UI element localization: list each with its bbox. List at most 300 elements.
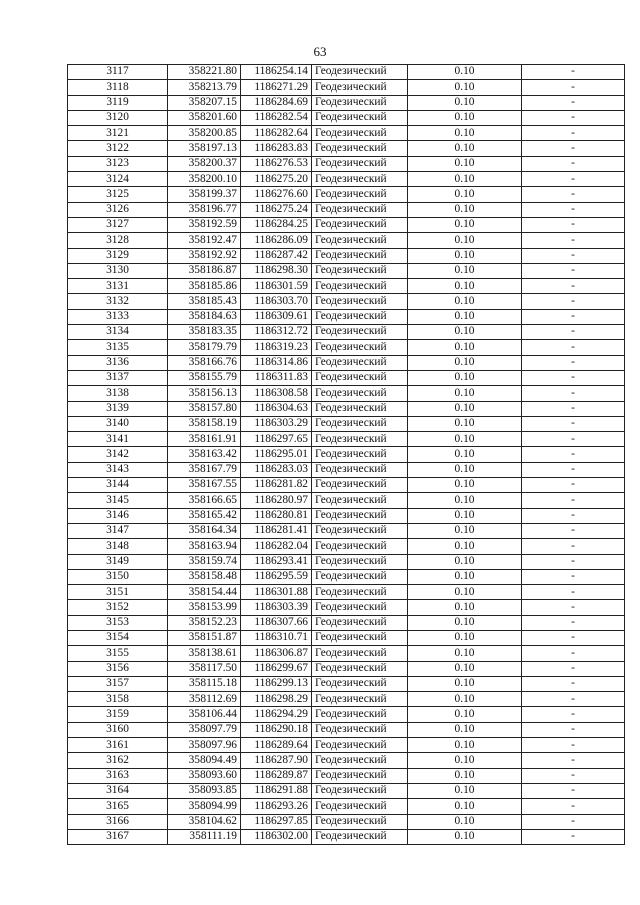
method-cell: Геодезический	[312, 386, 408, 401]
accuracy-cell: 0.10	[408, 263, 522, 278]
note-cell: -	[522, 95, 625, 110]
point-number-cell: 3136	[68, 355, 168, 370]
table-row	[68, 110, 625, 125]
method-cell: Геодезический	[312, 814, 408, 829]
method-cell: Геодезический	[312, 738, 408, 753]
table-row	[68, 707, 625, 722]
accuracy-cell: 0.10	[408, 692, 522, 707]
y-coordinate-cell: 1186304.63	[241, 401, 312, 416]
accuracy-cell: 0.10	[408, 447, 522, 462]
note-cell: -	[522, 126, 625, 141]
y-coordinate-cell: 1186275.24	[241, 202, 312, 217]
accuracy-cell: 0.10	[408, 401, 522, 416]
table-row	[68, 722, 625, 737]
y-coordinate-cell: 1186283.03	[241, 462, 312, 477]
note-cell: -	[522, 279, 625, 294]
point-number-cell: 3122	[68, 141, 168, 156]
y-coordinate-cell: 1186314.86	[241, 355, 312, 370]
x-coordinate-cell: 358158.19	[168, 416, 241, 431]
accuracy-cell: 0.10	[408, 156, 522, 171]
note-cell: -	[522, 508, 625, 523]
note-cell: -	[522, 661, 625, 676]
accuracy-cell: 0.10	[408, 370, 522, 385]
y-coordinate-cell: 1186284.25	[241, 217, 312, 232]
note-cell: -	[522, 416, 625, 431]
y-coordinate-cell: 1186307.66	[241, 615, 312, 630]
accuracy-cell: 0.10	[408, 187, 522, 202]
accuracy-cell: 0.10	[408, 172, 522, 187]
accuracy-cell: 0.10	[408, 600, 522, 615]
accuracy-cell: 0.10	[408, 340, 522, 355]
x-coordinate-cell: 358207.15	[168, 95, 241, 110]
note-cell: -	[522, 814, 625, 829]
point-number-cell: 3135	[68, 340, 168, 355]
y-coordinate-cell: 1186298.29	[241, 692, 312, 707]
note-cell: -	[522, 523, 625, 538]
accuracy-cell: 0.10	[408, 65, 522, 80]
point-number-cell: 3166	[68, 814, 168, 829]
table-row	[68, 661, 625, 676]
table-row	[68, 829, 625, 844]
x-coordinate-cell: 358196.77	[168, 202, 241, 217]
table-row	[68, 478, 625, 493]
method-cell: Геодезический	[312, 370, 408, 385]
point-number-cell: 3129	[68, 248, 168, 263]
x-coordinate-cell: 358183.35	[168, 325, 241, 340]
note-cell: -	[522, 569, 625, 584]
method-cell: Геодезический	[312, 355, 408, 370]
accuracy-cell: 0.10	[408, 768, 522, 783]
point-number-cell: 3147	[68, 523, 168, 538]
x-coordinate-cell: 358156.13	[168, 386, 241, 401]
y-coordinate-cell: 1186287.90	[241, 753, 312, 768]
point-number-cell: 3130	[68, 263, 168, 278]
note-cell: -	[522, 600, 625, 615]
method-cell: Геодезический	[312, 478, 408, 493]
x-coordinate-cell: 358166.76	[168, 355, 241, 370]
y-coordinate-cell: 1186299.13	[241, 676, 312, 691]
x-coordinate-cell: 358200.85	[168, 126, 241, 141]
note-cell: -	[522, 80, 625, 95]
x-coordinate-cell: 358158.48	[168, 569, 241, 584]
method-cell: Геодезический	[312, 768, 408, 783]
note-cell: -	[522, 615, 625, 630]
note-cell: -	[522, 325, 625, 340]
note-cell: -	[522, 110, 625, 125]
y-coordinate-cell: 1186276.60	[241, 187, 312, 202]
method-cell: Геодезический	[312, 172, 408, 187]
accuracy-cell: 0.10	[408, 523, 522, 538]
method-cell: Геодезический	[312, 799, 408, 814]
x-coordinate-cell: 358192.59	[168, 217, 241, 232]
table-row	[68, 447, 625, 462]
x-coordinate-cell: 358184.63	[168, 309, 241, 324]
y-coordinate-cell: 1186309.61	[241, 309, 312, 324]
point-number-cell: 3155	[68, 646, 168, 661]
table-row	[68, 799, 625, 814]
accuracy-cell: 0.10	[408, 539, 522, 554]
point-number-cell: 3150	[68, 569, 168, 584]
table-row	[68, 462, 625, 477]
x-coordinate-cell: 358106.44	[168, 707, 241, 722]
x-coordinate-cell: 358201.60	[168, 110, 241, 125]
y-coordinate-cell: 1186306.87	[241, 646, 312, 661]
point-number-cell: 3119	[68, 95, 168, 110]
method-cell: Геодезический	[312, 569, 408, 584]
table-row	[68, 600, 625, 615]
note-cell: -	[522, 202, 625, 217]
x-coordinate-cell: 358138.61	[168, 646, 241, 661]
note-cell: -	[522, 217, 625, 232]
note-cell: -	[522, 783, 625, 798]
point-number-cell: 3151	[68, 585, 168, 600]
x-coordinate-cell: 358192.47	[168, 233, 241, 248]
table-row	[68, 401, 625, 416]
x-coordinate-cell: 358186.87	[168, 263, 241, 278]
method-cell: Геодезический	[312, 65, 408, 80]
note-cell: -	[522, 355, 625, 370]
y-coordinate-cell: 1186281.41	[241, 523, 312, 538]
method-cell: Геодезический	[312, 340, 408, 355]
point-number-cell: 3138	[68, 386, 168, 401]
accuracy-cell: 0.10	[408, 738, 522, 753]
x-coordinate-cell: 358097.79	[168, 722, 241, 737]
method-cell: Геодезический	[312, 263, 408, 278]
note-cell: -	[522, 156, 625, 171]
point-number-cell: 3148	[68, 539, 168, 554]
note-cell: -	[522, 309, 625, 324]
y-coordinate-cell: 1186303.70	[241, 294, 312, 309]
y-coordinate-cell: 1186303.39	[241, 600, 312, 615]
accuracy-cell: 0.10	[408, 722, 522, 737]
accuracy-cell: 0.10	[408, 783, 522, 798]
table-row	[68, 539, 625, 554]
accuracy-cell: 0.10	[408, 309, 522, 324]
table-row	[68, 738, 625, 753]
y-coordinate-cell: 1186297.65	[241, 432, 312, 447]
point-number-cell: 3118	[68, 80, 168, 95]
coordinates-table	[67, 64, 625, 845]
y-coordinate-cell: 1186297.85	[241, 814, 312, 829]
table-row	[68, 386, 625, 401]
x-coordinate-cell: 358164.34	[168, 523, 241, 538]
method-cell: Геодезический	[312, 646, 408, 661]
note-cell: -	[522, 233, 625, 248]
x-coordinate-cell: 358199.37	[168, 187, 241, 202]
y-coordinate-cell: 1186295.01	[241, 447, 312, 462]
y-coordinate-cell: 1186271.29	[241, 80, 312, 95]
method-cell: Геодезический	[312, 493, 408, 508]
method-cell: Геодезический	[312, 156, 408, 171]
point-number-cell: 3133	[68, 309, 168, 324]
method-cell: Геодезический	[312, 661, 408, 676]
point-number-cell: 3152	[68, 600, 168, 615]
accuracy-cell: 0.10	[408, 676, 522, 691]
x-coordinate-cell: 358157.80	[168, 401, 241, 416]
method-cell: Геодезический	[312, 279, 408, 294]
method-cell: Геодезический	[312, 554, 408, 569]
note-cell: -	[522, 187, 625, 202]
point-number-cell: 3162	[68, 753, 168, 768]
method-cell: Геодезический	[312, 294, 408, 309]
y-coordinate-cell: 1186282.64	[241, 126, 312, 141]
method-cell: Геодезический	[312, 233, 408, 248]
method-cell: Геодезический	[312, 630, 408, 645]
accuracy-cell: 0.10	[408, 585, 522, 600]
accuracy-cell: 0.10	[408, 569, 522, 584]
y-coordinate-cell: 1186286.09	[241, 233, 312, 248]
note-cell: -	[522, 294, 625, 309]
y-coordinate-cell: 1186291.88	[241, 783, 312, 798]
note-cell: -	[522, 248, 625, 263]
table-row	[68, 217, 625, 232]
table-row	[68, 340, 625, 355]
x-coordinate-cell: 358154.44	[168, 585, 241, 600]
y-coordinate-cell: 1186281.82	[241, 478, 312, 493]
y-coordinate-cell: 1186283.83	[241, 141, 312, 156]
accuracy-cell: 0.10	[408, 279, 522, 294]
x-coordinate-cell: 358155.79	[168, 370, 241, 385]
table-row	[68, 676, 625, 691]
table-row	[68, 630, 625, 645]
table-row	[68, 172, 625, 187]
x-coordinate-cell: 358179.79	[168, 340, 241, 355]
y-coordinate-cell: 1186293.41	[241, 554, 312, 569]
point-number-cell: 3164	[68, 783, 168, 798]
accuracy-cell: 0.10	[408, 493, 522, 508]
method-cell: Геодезический	[312, 692, 408, 707]
table-row	[68, 646, 625, 661]
y-coordinate-cell: 1186319.23	[241, 340, 312, 355]
table-row	[68, 202, 625, 217]
accuracy-cell: 0.10	[408, 233, 522, 248]
table-row	[68, 768, 625, 783]
table-row	[68, 370, 625, 385]
note-cell: -	[522, 738, 625, 753]
method-cell: Геодезический	[312, 217, 408, 232]
point-number-cell: 3117	[68, 65, 168, 80]
point-number-cell: 3154	[68, 630, 168, 645]
table-row	[68, 753, 625, 768]
y-coordinate-cell: 1186295.59	[241, 569, 312, 584]
y-coordinate-cell: 1186299.67	[241, 661, 312, 676]
point-number-cell: 3124	[68, 172, 168, 187]
note-cell: -	[522, 141, 625, 156]
accuracy-cell: 0.10	[408, 508, 522, 523]
point-number-cell: 3120	[68, 110, 168, 125]
x-coordinate-cell: 358163.94	[168, 539, 241, 554]
x-coordinate-cell: 358094.49	[168, 753, 241, 768]
point-number-cell: 3121	[68, 126, 168, 141]
accuracy-cell: 0.10	[408, 355, 522, 370]
table-row	[68, 187, 625, 202]
accuracy-cell: 0.10	[408, 325, 522, 340]
table-row	[68, 554, 625, 569]
method-cell: Геодезический	[312, 325, 408, 340]
point-number-cell: 3123	[68, 156, 168, 171]
point-number-cell: 3159	[68, 707, 168, 722]
y-coordinate-cell: 1186301.59	[241, 279, 312, 294]
x-coordinate-cell: 358104.62	[168, 814, 241, 829]
note-cell: -	[522, 65, 625, 80]
x-coordinate-cell: 358117.50	[168, 661, 241, 676]
x-coordinate-cell: 358185.43	[168, 294, 241, 309]
point-number-cell: 3156	[68, 661, 168, 676]
table-row	[68, 783, 625, 798]
method-cell: Геодезический	[312, 110, 408, 125]
accuracy-cell: 0.10	[408, 799, 522, 814]
note-cell: -	[522, 829, 625, 844]
accuracy-cell: 0.10	[408, 630, 522, 645]
x-coordinate-cell: 358167.79	[168, 462, 241, 477]
point-number-cell: 3144	[68, 478, 168, 493]
note-cell: -	[522, 478, 625, 493]
x-coordinate-cell: 358153.99	[168, 600, 241, 615]
y-coordinate-cell: 1186282.04	[241, 539, 312, 554]
page-number: 63	[313, 44, 327, 59]
x-coordinate-cell: 358093.60	[168, 768, 241, 783]
x-coordinate-cell: 358159.74	[168, 554, 241, 569]
y-coordinate-cell: 1186310.71	[241, 630, 312, 645]
method-cell: Геодезический	[312, 585, 408, 600]
note-cell: -	[522, 263, 625, 278]
table-row	[68, 585, 625, 600]
table-row	[68, 355, 625, 370]
point-number-cell: 3139	[68, 401, 168, 416]
x-coordinate-cell: 358163.42	[168, 447, 241, 462]
table-row	[68, 615, 625, 630]
accuracy-cell: 0.10	[408, 141, 522, 156]
y-coordinate-cell: 1186289.64	[241, 738, 312, 753]
accuracy-cell: 0.10	[408, 110, 522, 125]
y-coordinate-cell: 1186282.54	[241, 110, 312, 125]
point-number-cell: 3125	[68, 187, 168, 202]
y-coordinate-cell: 1186254.14	[241, 65, 312, 80]
x-coordinate-cell: 358221.80	[168, 65, 241, 80]
method-cell: Геодезический	[312, 248, 408, 263]
y-coordinate-cell: 1186290.18	[241, 722, 312, 737]
note-cell: -	[522, 646, 625, 661]
y-coordinate-cell: 1186311.83	[241, 370, 312, 385]
method-cell: Геодезический	[312, 722, 408, 737]
method-cell: Геодезический	[312, 416, 408, 431]
method-cell: Геодезический	[312, 600, 408, 615]
table-row	[68, 80, 625, 95]
method-cell: Геодезический	[312, 80, 408, 95]
point-number-cell: 3158	[68, 692, 168, 707]
method-cell: Геодезический	[312, 707, 408, 722]
point-number-cell: 3146	[68, 508, 168, 523]
method-cell: Геодезический	[312, 187, 408, 202]
point-number-cell: 3140	[68, 416, 168, 431]
table-row	[68, 233, 625, 248]
x-coordinate-cell: 358185.86	[168, 279, 241, 294]
y-coordinate-cell: 1186294.29	[241, 707, 312, 722]
point-number-cell: 3153	[68, 615, 168, 630]
point-number-cell: 3128	[68, 233, 168, 248]
x-coordinate-cell: 358165.42	[168, 508, 241, 523]
table-row	[68, 126, 625, 141]
x-coordinate-cell: 358192.92	[168, 248, 241, 263]
table-row	[68, 263, 625, 278]
table-row	[68, 814, 625, 829]
accuracy-cell: 0.10	[408, 126, 522, 141]
method-cell: Геодезический	[312, 141, 408, 156]
table-row	[68, 156, 625, 171]
x-coordinate-cell: 358200.10	[168, 172, 241, 187]
point-number-cell: 3126	[68, 202, 168, 217]
point-number-cell: 3149	[68, 554, 168, 569]
point-number-cell: 3145	[68, 493, 168, 508]
point-number-cell: 3167	[68, 829, 168, 844]
accuracy-cell: 0.10	[408, 646, 522, 661]
note-cell: -	[522, 799, 625, 814]
accuracy-cell: 0.10	[408, 248, 522, 263]
note-cell: -	[522, 462, 625, 477]
y-coordinate-cell: 1186302.00	[241, 829, 312, 844]
point-number-cell: 3134	[68, 325, 168, 340]
note-cell: -	[522, 386, 625, 401]
note-cell: -	[522, 401, 625, 416]
y-coordinate-cell: 1186301.88	[241, 585, 312, 600]
accuracy-cell: 0.10	[408, 554, 522, 569]
table-row	[68, 309, 625, 324]
accuracy-cell: 0.10	[408, 478, 522, 493]
x-coordinate-cell: 358197.13	[168, 141, 241, 156]
note-cell: -	[522, 692, 625, 707]
accuracy-cell: 0.10	[408, 661, 522, 676]
y-coordinate-cell: 1186303.29	[241, 416, 312, 431]
note-cell: -	[522, 585, 625, 600]
table-row	[68, 508, 625, 523]
note-cell: -	[522, 630, 625, 645]
method-cell: Геодезический	[312, 447, 408, 462]
accuracy-cell: 0.10	[408, 294, 522, 309]
accuracy-cell: 0.10	[408, 217, 522, 232]
note-cell: -	[522, 554, 625, 569]
point-number-cell: 3131	[68, 279, 168, 294]
method-cell: Геодезический	[312, 432, 408, 447]
note-cell: -	[522, 432, 625, 447]
y-coordinate-cell: 1186298.30	[241, 263, 312, 278]
note-cell: -	[522, 676, 625, 691]
table-row	[68, 523, 625, 538]
method-cell: Геодезический	[312, 783, 408, 798]
method-cell: Геодезический	[312, 539, 408, 554]
method-cell: Геодезический	[312, 829, 408, 844]
method-cell: Геодезический	[312, 676, 408, 691]
table-row	[68, 294, 625, 309]
point-number-cell: 3127	[68, 217, 168, 232]
accuracy-cell: 0.10	[408, 95, 522, 110]
point-number-cell: 3165	[68, 799, 168, 814]
accuracy-cell: 0.10	[408, 615, 522, 630]
note-cell: -	[522, 172, 625, 187]
accuracy-cell: 0.10	[408, 462, 522, 477]
x-coordinate-cell: 358094.99	[168, 799, 241, 814]
x-coordinate-cell: 358111.19	[168, 829, 241, 844]
method-cell: Геодезический	[312, 615, 408, 630]
table-row	[68, 95, 625, 110]
point-number-cell: 3137	[68, 370, 168, 385]
point-number-cell: 3157	[68, 676, 168, 691]
x-coordinate-cell: 358167.55	[168, 478, 241, 493]
accuracy-cell: 0.10	[408, 202, 522, 217]
y-coordinate-cell: 1186289.87	[241, 768, 312, 783]
y-coordinate-cell: 1186308.58	[241, 386, 312, 401]
point-number-cell: 3142	[68, 447, 168, 462]
x-coordinate-cell: 358152.23	[168, 615, 241, 630]
